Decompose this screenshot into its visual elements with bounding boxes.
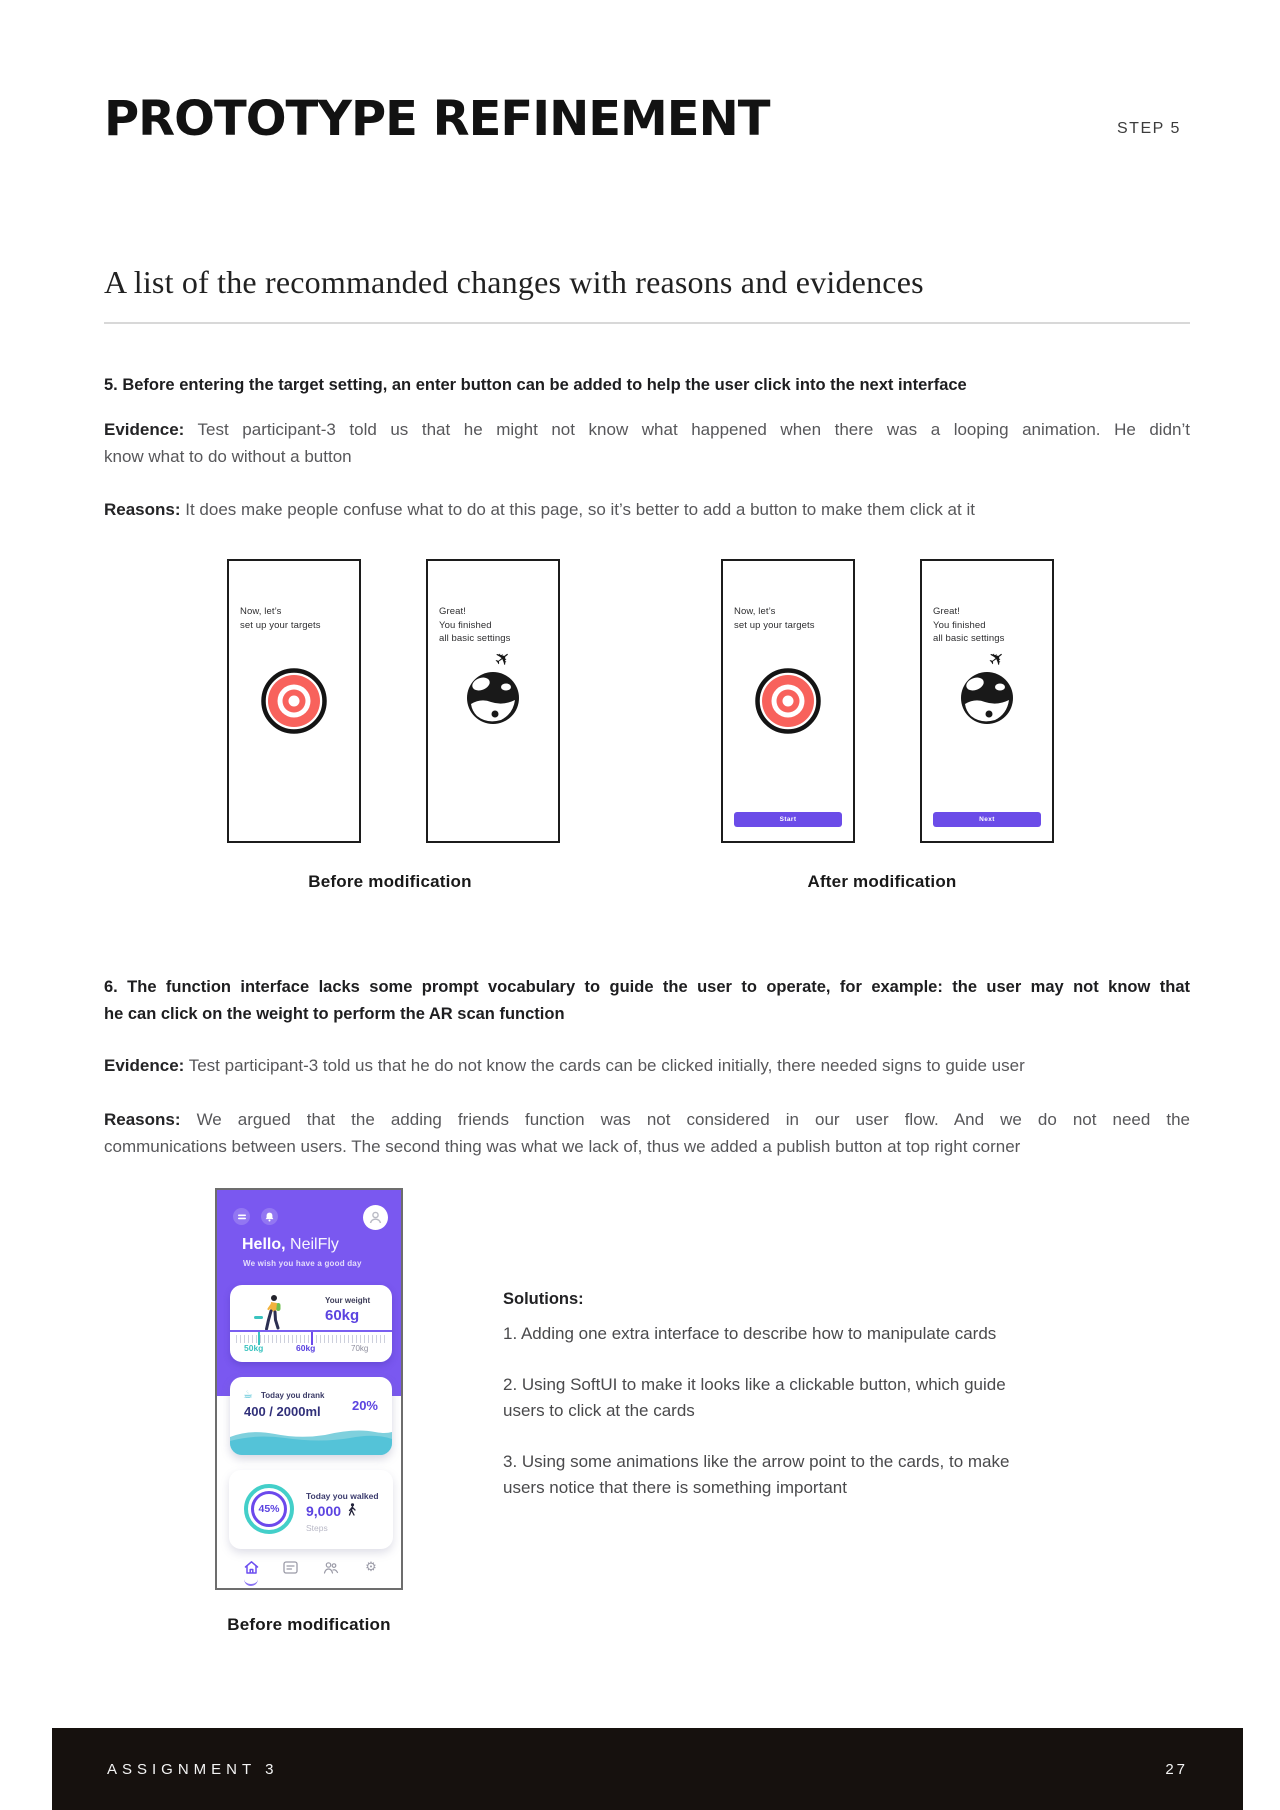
solutions-block — [503, 1286, 1038, 1526]
page-title: PROTOTYPE REFINEMENT — [104, 91, 770, 147]
people-icon — [323, 1559, 339, 1575]
home-active-indicator — [244, 1577, 258, 1586]
phone-mockup-globe-before — [426, 559, 560, 843]
footer-bar — [52, 1728, 1243, 1810]
item6-title-line2: he can click on the weight to perform the AR scan function — [104, 1005, 565, 1023]
solution-item-3: 3. Using some animations like the arrow point to the cards, to make users notice that there is something important — [503, 1452, 1010, 1497]
app-mockup-phone — [215, 1188, 403, 1590]
weight-label: Your weight — [325, 1296, 371, 1305]
step-label: STEP 5 — [1117, 120, 1181, 137]
item6-title-line1: 6. The function interface lacks some prompt vocabulary to guide the user to operate, for example: the user may not know that — [104, 978, 1190, 996]
drink-label: Today you drank — [261, 1391, 325, 1400]
home-icon — [243, 1559, 259, 1575]
caption-before-modification-2: Before modification — [227, 1615, 391, 1634]
scale-label-low: 50kg — [244, 1343, 264, 1353]
globe-icon — [959, 670, 1015, 726]
scale-marker — [254, 1316, 263, 1319]
item6-reasons-line1 — [104, 1106, 1190, 1133]
target-icon — [260, 667, 328, 740]
globe-icon — [465, 670, 521, 726]
evidence-text: Test participant-3 told us that he might not know what happened when there was a looping animation. He didn’t — [184, 420, 1190, 439]
gear-icon: ⚙ — [365, 1559, 377, 1575]
app-greeting: Hello, NeilFly — [242, 1236, 339, 1253]
phone-text: Now, let’s set up your targets — [240, 606, 321, 631]
page-number: 27 — [1165, 1760, 1188, 1778]
app-subtitle: We wish you have a good day — [243, 1259, 362, 1268]
footer-label: ASSIGNMENT 3 — [107, 1760, 279, 1778]
item5-evidence-line2: know what to do without a button — [104, 447, 352, 466]
target-icon — [754, 667, 822, 740]
solution-item-1: 1. Adding one extra interface to describe how to manipulate cards — [503, 1324, 997, 1343]
evidence-label: Evidence: — [104, 420, 185, 439]
next-button: Next — [933, 812, 1041, 827]
plane-icon: ✈ — [983, 645, 1011, 673]
weight-value: 60kg — [325, 1307, 360, 1324]
walk-unit: Steps — [306, 1523, 328, 1533]
menu-icon — [233, 1208, 250, 1225]
walk-label: Today you walked — [306, 1491, 379, 1501]
reasons-label: Reasons: — [104, 500, 181, 519]
drink-card — [230, 1377, 392, 1455]
phone-text: Great! You finished all basic settings — [439, 606, 511, 644]
item5-reasons — [104, 496, 1190, 523]
caption-before-modification: Before modification — [308, 872, 472, 891]
item6-reasons-line2: communications between users. The second thing was what we lack of, thus we added a publish button at top right corner — [104, 1137, 1021, 1156]
scale-label-high: 70kg — [351, 1344, 369, 1353]
cup-icon: ☕ — [243, 1388, 253, 1401]
avatar — [363, 1205, 388, 1230]
walk-percent: 45% — [251, 1491, 287, 1527]
plane-icon: ✈ — [489, 645, 517, 673]
heading-divider — [104, 322, 1190, 324]
phone-text: Great! You finished all basic settings — [933, 606, 1005, 644]
walker-icon — [347, 1503, 357, 1516]
solutions-title: Solutions: — [503, 1290, 584, 1308]
caption-after-modification: After modification — [807, 872, 957, 891]
feed-icon — [282, 1559, 298, 1575]
drink-percent: 20% — [351, 1398, 378, 1413]
user-name: NeilFly — [285, 1236, 339, 1253]
water-wave — [230, 1421, 392, 1455]
evidence-text: Test participant-3 told us that he do not know the cards can be clicked initially, there needed signs to guide user — [184, 1056, 1025, 1075]
start-button: Start — [734, 812, 842, 827]
phone-mockup-globe-after — [920, 559, 1054, 843]
bell-icon — [261, 1208, 278, 1225]
evidence-label: Evidence: — [104, 1056, 185, 1075]
reasons-label: Reasons: — [104, 1110, 181, 1129]
item5-title: 5. Before entering the target setting, an enter button can be added to help the user click into the next interface — [104, 376, 967, 394]
reasons-text: We argued that the adding friends function was not considered in our user flow. And we do not need the — [180, 1110, 1190, 1129]
walk-value: 9,000 — [306, 1503, 357, 1519]
progress-ring — [244, 1484, 294, 1534]
drink-value: 400 / 2000ml — [244, 1404, 321, 1419]
scale-label-mid: 60kg — [296, 1343, 316, 1353]
section-heading: A list of the recommanded changes with reasons and evidences — [104, 264, 924, 300]
walk-card — [229, 1470, 393, 1549]
solution-item-2: 2. Using SoftUI to make it looks like a clickable button, which guide users to click at the cards — [503, 1375, 1006, 1420]
reasons-text: It does make people confuse what to do at this page, so it’s better to add a button to make them click at it — [180, 500, 975, 519]
phone-mockup-target-before — [227, 559, 361, 843]
item6-evidence — [104, 1052, 1190, 1079]
phone-text: Now, let’s set up your targets — [734, 606, 815, 631]
phone-mockup-target-after — [721, 559, 855, 843]
weight-card — [230, 1285, 392, 1362]
item5-evidence-line1 — [104, 416, 1190, 443]
